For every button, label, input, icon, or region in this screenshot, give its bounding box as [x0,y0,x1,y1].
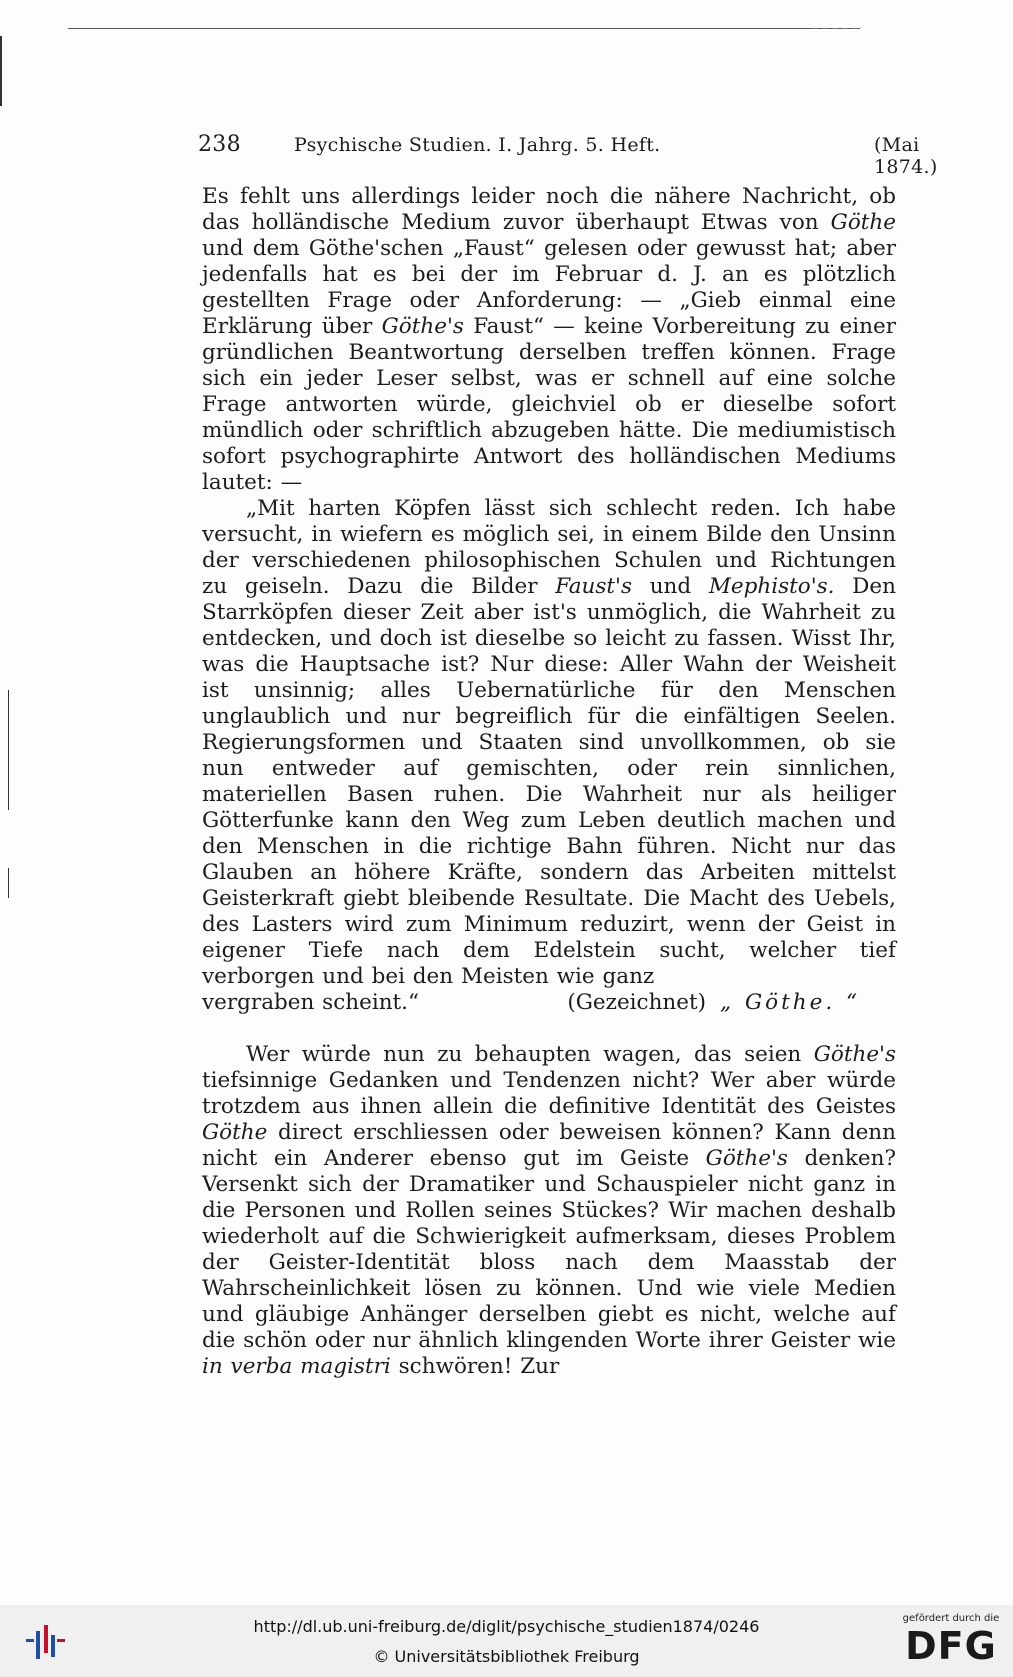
name-gothe: Göthe [830,210,896,235]
viewer-footer [0,1605,1013,1677]
signature [567,990,860,1016]
page-header [198,132,938,178]
name-mephistos: Mephisto's. [708,574,835,599]
paragraph-commentary: Wer würde nun zu behaupten wagen, das seien Göthe's tiefsinnige Gedanken und Tendenzen nicht? Wer aber würde trotzdem aus ihnen allein die definitive Identität des Geistes Göthe direct erschliessen oder beweisen können? Kann denn nicht ein Anderer ebenso gut im Geiste Göthe's denken? Versenkt sich der Dramatiker und Schauspieler nicht ganz in die Personen und Rollen seines Stückes? Wir machen deshalb wiederholt auf die Schwierigkeit aufmerksam, dieses Problem der Geister-Identität bloss nach dem Maasstab der Wahrscheinlichkeit lösen zu können. Und wie viele Medien und gläubige Anhänger derselben giebt es nicht, welche auf die schön oder nur ähnlich klingenden Worte ihrer Geister wie in verba magistri schwören! Zur [202,1042,896,1379]
top-rule-dashed-end [812,28,860,29]
name-fausts: Faust's [555,574,632,599]
signature-label: (Gezeichnet) [567,990,707,1015]
permalink[interactable]: http://dl.ub.uni-freiburg.de/diglit/psychische_studien1874/0246 [253,1617,760,1636]
dfg-logo-text: DFG [905,1624,997,1668]
issue-date: (Mai 1874.) [874,134,938,178]
copyright: © Universitätsbibliothek Freiburg [373,1647,640,1666]
left-edge-mark-3 [8,868,9,898]
signature-name: „ Göthe. “ [720,990,860,1015]
running-title: Psychische Studien. I. Jahrg. 5. Heft. [294,134,661,156]
quote-end-line [202,990,896,1016]
paragraph-quote: „Mit harten Köpfen lässt sich schlecht reden. Ich habe versucht, in wiefern es möglich sei, in einem Bilde den Unsinn der verschiedenen philosophischen Schulen und Richtungen zu geiseln. Dazu die Bilder Faust's und Mephisto's. Den Starrköpfen dieser Zeit aber ist's unmöglich, die Wahrheit zu entdecken, und doch ist dieselbe so leicht zu fassen. Wisst Ihr, was die Hauptsache ist? Nur diese: Aller Wahn der Weisheit ist unsinnig; alles Uebernatürliche für den Menschen unglaublich und nur begreiflich für die einfältigen Seelen. Regierungsformen und Staaten sind unvollkommen, ob sie nun entweder auf gemischten, oder rein sinnlichen, materiellen Basen ruhen. Die Wahrheit nur als heiliger Götterfunke kann den Weg zum Leben deutlich machen und den Menschen in die richtige Bahn führen. Nicht nur das Glauben an höhere Kräfte, sondern das Arbeiten mittelst Geisterkraft giebt bleibende Resultate. Die Macht des Uebels, des Lasters wird zum Minimum reduzirt, wenn der Geist in eigener Tiefe nach dem Edelstein sucht, welcher tief verborgen und bei den Meisten wie ganz [202,496,896,989]
article-body [202,184,896,1380]
name-gothes: Göthe's [381,314,464,339]
left-edge-mark-2 [8,690,9,810]
quote-end: vergraben scheint.“ [202,990,420,1015]
dfg-logo [895,1613,1007,1671]
left-edge-mark [0,36,2,106]
top-rule [68,28,860,29]
latin-phrase: in verba magistri [202,1354,391,1379]
dfg-subtitle: gefördert durch die [902,1613,1000,1624]
page-number: 238 [198,132,241,157]
paragraph-intro: Es fehlt uns allerdings leider noch die nähere Nachricht, ob das holländische Medium zuvor überhaupt Etwas von Göthe und dem Göthe'schen „Faust“ gelesen oder gewusst hat; aber jedenfalls hat es bei der im Februar d. J. an es plötzlich gestellten Frage oder Anforderung: — „Gieb einmal eine Erklärung über Göthe's Faust“ — keine Vorbereitung zu einer gründlichen Beantwortung derselben treffen können. Frage sich ein jeder Leser selbst, was er schnell auf eine solche Frage antworten würde, gleichviel ob er dieselbe sofort mündlich oder schriftlich abzugeben hätte. Die mediumistisch sofort psychographirte Antwort des holländischen Mediums lautet: — [202,184,896,495]
